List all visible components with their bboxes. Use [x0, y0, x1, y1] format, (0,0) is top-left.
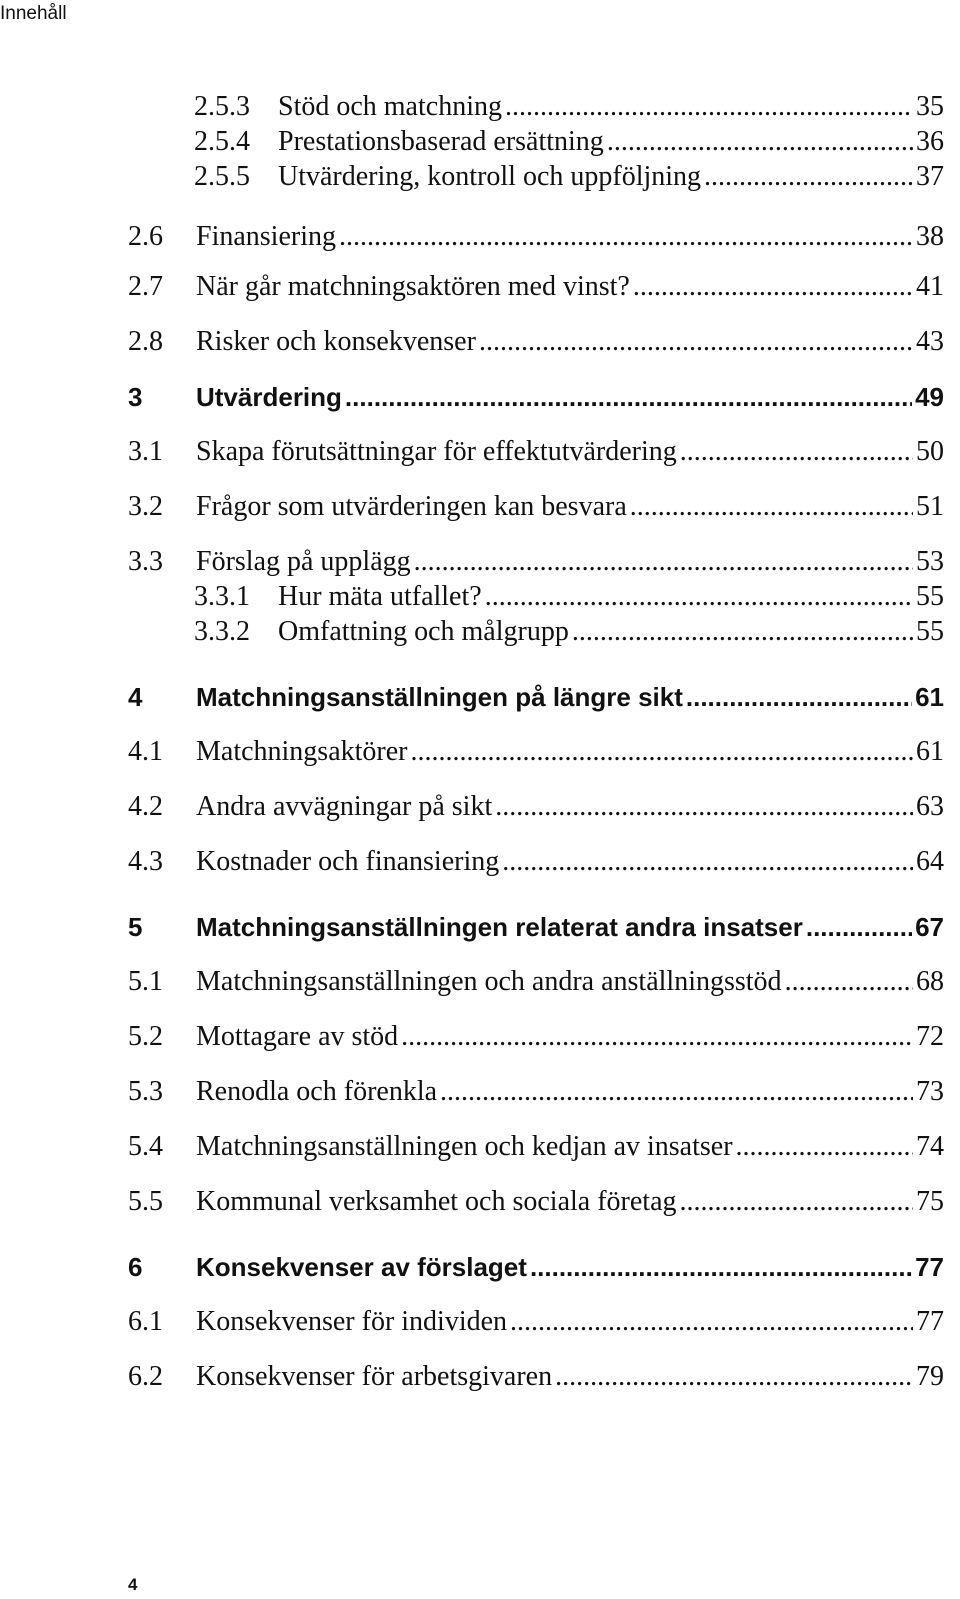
toc-entry-number: 4.1 [128, 736, 163, 767]
toc-entry-title: Matchningsanställningen på längre sikt [196, 682, 683, 712]
toc-entry-number: 3.3.1 [194, 581, 250, 612]
toc-entry-page: 74 [916, 1131, 944, 1162]
toc-entry-number: 5.3 [128, 1076, 163, 1107]
toc-entry-page: 38 [916, 221, 944, 252]
toc-entry-number: 2.8 [128, 326, 163, 357]
toc-entry-page: 68 [916, 966, 944, 997]
toc-entry-number: 5 [128, 912, 143, 942]
toc-entry-page: 79 [916, 1361, 944, 1392]
toc-entry[interactable] [128, 965, 944, 999]
toc-entry-title: Konsekvenser av förslaget [196, 1252, 527, 1282]
toc-entry[interactable] [128, 545, 944, 579]
toc-chapter-entry[interactable] [128, 680, 944, 714]
toc-entry-title: Omfattning och målgrupp [278, 616, 569, 647]
toc-chapter-entry[interactable] [128, 380, 944, 414]
toc-entry-number: 4 [128, 682, 143, 712]
toc-entry-number: 4.2 [128, 791, 163, 822]
toc-dot-leader [479, 325, 913, 359]
toc-entry-title: Andra avvägningar på sikt [196, 791, 493, 822]
toc-dot-leader [345, 380, 912, 414]
toc-entry-title: Skapa förutsättningar för effektutvärdering [196, 436, 677, 467]
toc-dot-leader [686, 680, 912, 714]
toc-entry-number: 5.4 [128, 1131, 163, 1162]
toc-entry[interactable] [128, 325, 944, 359]
toc-entry[interactable] [128, 490, 944, 524]
toc-entry-number: 2.5.4 [194, 126, 250, 157]
toc-entry-page: 43 [916, 326, 944, 357]
toc-entry-number: 2.5.3 [194, 91, 250, 122]
toc-entry-page: 41 [916, 271, 944, 302]
toc-dot-leader [502, 845, 913, 879]
toc-entry[interactable] [128, 1130, 944, 1164]
toc-entry-title: Kommunal verksamhet och sociala företag [196, 1186, 677, 1217]
toc-dot-leader [680, 1185, 914, 1219]
toc-entry-page: 37 [916, 161, 944, 192]
toc-dot-leader [510, 1305, 913, 1339]
toc-dot-leader [607, 125, 913, 159]
toc-dot-leader [505, 90, 913, 124]
toc-entry-title: Finansiering [196, 221, 336, 252]
toc-entry-number: 3.3.2 [194, 616, 250, 647]
toc-entry[interactable] [194, 615, 944, 649]
toc-entry-number: 3 [128, 382, 143, 412]
toc-entry[interactable] [194, 160, 944, 194]
toc-entry[interactable] [194, 125, 944, 159]
toc-entry-page: 53 [916, 546, 944, 577]
toc-entry-number: 2.6 [128, 221, 163, 252]
toc-dot-leader [736, 1130, 913, 1164]
toc-entry-title: Matchningsanställningen och andra anställningsstöd [196, 966, 782, 997]
toc-entry-page: 77 [915, 1252, 944, 1282]
toc-entry-page: 75 [916, 1186, 944, 1217]
toc-entry-title: När går matchningsaktören med vinst? [196, 271, 630, 302]
toc-entry-title: Frågor som utvärderingen kan besvara [196, 491, 627, 522]
toc-dot-leader [704, 160, 913, 194]
toc-entry-title: Förslag på upplägg [196, 546, 411, 577]
toc-entry[interactable] [128, 735, 944, 769]
toc-entry-number: 3.1 [128, 436, 163, 467]
toc-entry-page: 61 [916, 736, 944, 767]
toc-entry-title: Risker och konsekvenser [196, 326, 476, 357]
toc-entry-number: 2.7 [128, 271, 163, 302]
toc-chapter-entry[interactable] [128, 910, 944, 944]
toc-entry[interactable] [128, 790, 944, 824]
toc-dot-leader [785, 965, 913, 999]
toc-entry[interactable] [128, 435, 944, 469]
toc-entry-number: 5.1 [128, 966, 163, 997]
toc-entry-page: 64 [916, 846, 944, 877]
toc-dot-leader [530, 1250, 912, 1284]
toc-entry-title: Hur mäta utfallet? [278, 581, 482, 612]
toc-dot-leader [555, 1360, 913, 1394]
toc-entry-title: Renodla och förenkla [196, 1076, 438, 1107]
toc-entry-page: 77 [916, 1306, 944, 1337]
toc-entry-number: 5.2 [128, 1021, 163, 1052]
toc-dot-leader [572, 615, 913, 649]
toc-entry-title: Matchningsanställningen relaterat andra insatser [196, 912, 803, 942]
toc-entry-title: Matchningsaktörer [196, 736, 408, 767]
toc-dot-leader [495, 790, 913, 824]
toc-entry-page: 55 [916, 616, 944, 647]
toc-dot-leader [680, 435, 913, 469]
toc-entry[interactable] [194, 580, 944, 614]
toc-entry[interactable] [128, 1360, 944, 1394]
toc-dot-leader [339, 220, 913, 254]
page-number: 4 [128, 1575, 138, 1594]
toc-dot-leader [485, 580, 913, 614]
page-header-title: Innehåll [0, 3, 67, 24]
toc-entry[interactable] [128, 1185, 944, 1219]
toc-entry-number: 3.2 [128, 491, 163, 522]
toc-entry-page: 55 [916, 581, 944, 612]
toc-dot-leader [411, 735, 914, 769]
toc-entry-title: Stöd och matchning [278, 91, 502, 122]
toc-entry-page: 49 [915, 382, 944, 412]
toc-entry-page: 35 [916, 91, 944, 122]
toc-dot-leader [414, 545, 913, 579]
toc-entry[interactable] [128, 1075, 944, 1109]
toc-entry-page: 63 [916, 791, 944, 822]
toc-entry-number: 6.1 [128, 1306, 163, 1337]
toc-entry-page: 36 [916, 126, 944, 157]
toc-entry-number: 2.5.5 [194, 161, 250, 192]
toc-entry-title: Utvärdering, kontroll och uppföljning [278, 161, 702, 192]
toc-entry-title: Konsekvenser för arbetsgivaren [196, 1361, 553, 1392]
toc-entry-title: Utvärdering [196, 382, 342, 412]
toc-entry-page: 72 [916, 1021, 944, 1052]
toc-entry[interactable] [128, 1020, 944, 1054]
toc-entry[interactable] [128, 845, 944, 879]
toc-entry[interactable] [128, 270, 944, 304]
toc-entry-title: Mottagare av stöd [196, 1021, 399, 1052]
toc-entry-title: Konsekvenser för individen [196, 1306, 508, 1337]
toc-entry-page: 73 [916, 1076, 944, 1107]
toc-entry-number: 6 [128, 1252, 143, 1282]
toc-dot-leader [440, 1075, 913, 1109]
toc-entry[interactable] [128, 220, 944, 254]
toc-entry-page: 61 [915, 682, 944, 712]
toc-entry-number: 3.3 [128, 546, 163, 577]
toc-entry-number: 6.2 [128, 1361, 163, 1392]
toc-dot-leader [630, 490, 913, 524]
toc-entry-page: 51 [916, 491, 944, 522]
toc-entry-number: 5.5 [128, 1186, 163, 1217]
toc-entry-page: 67 [915, 912, 944, 942]
toc-entry-title: Matchningsanställningen och kedjan av insatser [196, 1131, 733, 1162]
toc-entry-title: Prestationsbaserad ersättning [278, 126, 604, 157]
toc-dot-leader [633, 270, 913, 304]
toc-entry[interactable] [128, 1305, 944, 1339]
toc-chapter-entry[interactable] [128, 1250, 944, 1284]
toc-dot-leader [806, 910, 912, 944]
toc-entry-page: 50 [916, 436, 944, 467]
toc-entry[interactable] [194, 90, 944, 124]
toc-entry-number: 4.3 [128, 846, 163, 877]
toc-dot-leader [401, 1020, 913, 1054]
toc-entry-title: Kostnader och finansiering [196, 846, 500, 877]
